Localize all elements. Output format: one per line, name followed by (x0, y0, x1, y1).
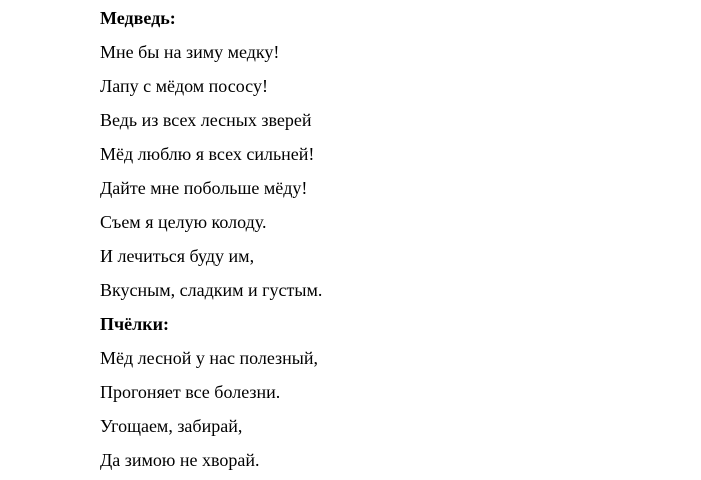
verse-line: Дайте мне побольше мёду! (100, 178, 308, 198)
verse-line: Мёд люблю я всех сильней! (100, 144, 315, 164)
verse-line: Да зимою не хворай. (100, 450, 260, 470)
verse-line: Вкусным, сладким и густым. (100, 280, 323, 300)
speaker-bees: Пчёлки: (100, 314, 169, 334)
verse-line: Лапу с мёдом пососу! (100, 76, 268, 96)
verse-line: Ведь из всех лесных зверей (100, 110, 312, 130)
document-body (100, 4, 690, 480)
speaker-bear: Медведь: (100, 8, 176, 28)
verse-line: Угощаем, забирай, (100, 416, 243, 436)
verse-line: И лечиться буду им, (100, 246, 255, 266)
verse-line: Съем я целую колоду. (100, 212, 267, 232)
verse-line: Мне бы на зиму медку! (100, 42, 280, 62)
verse-line: Прогоняет все болезни. (100, 382, 281, 402)
verse-line: Мёд лесной у нас полезный, (100, 348, 318, 368)
